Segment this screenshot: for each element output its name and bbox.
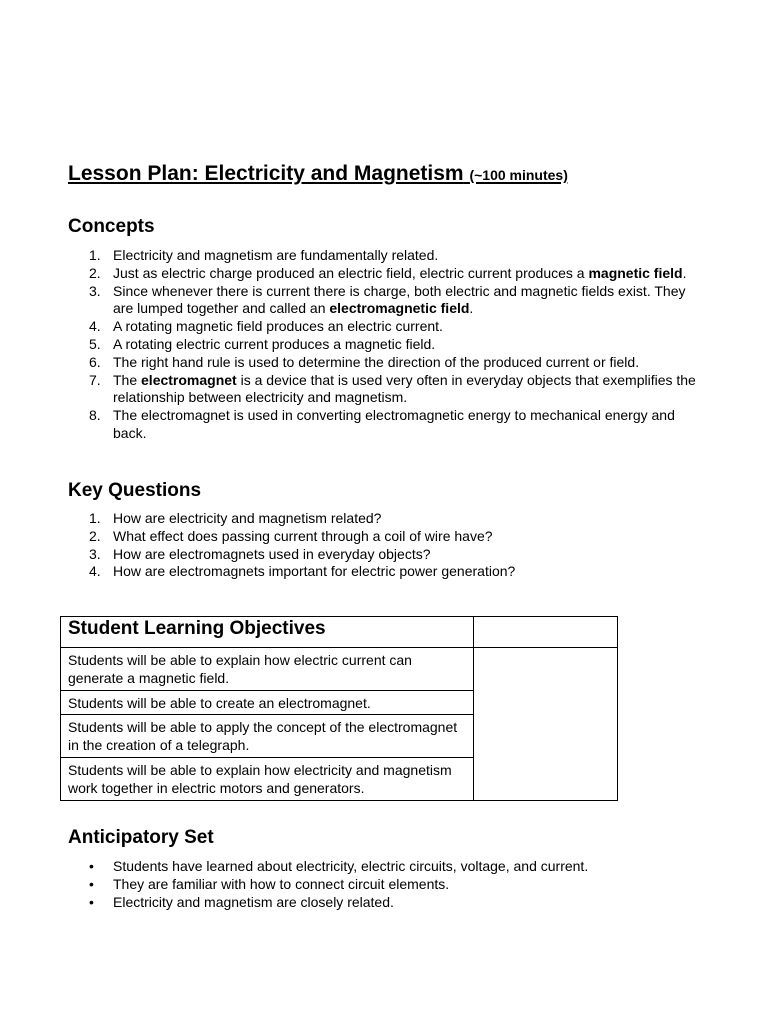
anticipatory-set-list [89,858,703,911]
objective-cell: Students will be able to apply the concept of the electromagnet in the creation of a telegraph. [61,715,474,758]
concept-item [89,407,703,443]
list-number: 1. [89,247,101,263]
objectives-header-row [61,617,618,648]
objective-cell: Students will be able to explain how electric current can generate a magnetic field. [61,648,474,691]
concept-text: A rotating electric current produces a magnetic field. [113,335,436,352]
concepts-list [89,247,703,443]
concept-text: . [469,300,474,317]
list-number: 3. [89,282,101,299]
list-number: 2. [89,264,101,281]
bullet-icon: • [89,858,94,874]
list-number: 4. [89,563,101,580]
concept-item [89,371,703,408]
objective-cell: Students will be able to explain how electricity and magnetism work together in electric motors and generators. [61,757,474,800]
list-number: 4. [89,318,101,335]
concept-text: The right hand rule is used to determine the direction of the produced current or field. [113,353,640,370]
objective-cell: Students will be able to create an electromagnet. [61,690,474,715]
bullet-icon: • [89,893,94,910]
objectives-blank-header-cell [474,617,618,648]
anticipatory-item [89,875,703,894]
concept-text: Since whenever there is current there is charge, both electric and magnetic fields exist. They are lumped together and called an [113,282,686,317]
question-item [89,510,703,528]
concept-item [89,264,703,283]
question-text: What effect does passing current through a coil of wire have? [113,527,493,544]
concepts-heading: Concepts [68,216,155,237]
concept-item [89,282,703,319]
concept-item [89,353,703,372]
title-duration: (~100 minutes) [469,167,568,183]
anticipatory-text: They are familiar with how to connect circuit elements. [113,875,450,892]
concept-item [89,318,703,336]
bullet-icon: • [89,875,94,892]
concept-text: . [682,264,687,281]
bold-term: electromagnet [141,371,237,388]
concept-text: A rotating magnetic field produces an electric current. [113,318,443,335]
title-main: Lesson Plan: Electricity and Magnetism [68,162,464,185]
list-number: 8. [89,407,101,424]
question-text: How are electromagnets important for electric power generation? [113,563,516,580]
bold-term: electromagnetic field [329,300,470,317]
concept-text: The [113,371,142,388]
concept-text: The electromagnet is used in converting electromagnetic energy to mechanical energy and back. [113,407,675,441]
concept-item [89,247,703,265]
objectives-blank-cell [474,648,618,801]
objective-row [61,648,618,691]
concept-text: Just as electric charge produced an electric field, electric current produces a [113,264,589,281]
objectives-heading: Student Learning Objectives [61,617,474,648]
list-number: 7. [89,371,101,388]
concept-text: Electricity and magnetism are fundamentally related. [113,247,439,263]
anticipatory-item [89,893,703,912]
list-number: 1. [89,510,101,526]
question-item [89,545,703,564]
anticipatory-set-heading: Anticipatory Set [68,827,214,848]
list-number: 2. [89,527,101,544]
concept-text: is a device that is used very often in everyday objects that exemplifies the relationship between electricity and magnetism. [113,371,696,406]
key-questions-list [89,510,703,581]
anticipatory-text: Students have learned about electricity, electric circuits, voltage, and current. [113,858,589,874]
concept-item [89,335,703,354]
question-text: How are electricity and magnetism related? [113,510,382,526]
question-item [89,563,703,581]
list-number: 6. [89,353,101,370]
question-text: How are electromagnets used in everyday objects? [113,545,431,562]
objectives-table [60,616,618,801]
bold-term: magnetic field [588,264,683,281]
list-number: 5. [89,335,101,352]
page-title [68,162,568,186]
key-questions-heading: Key Questions [68,480,202,501]
list-number: 3. [89,545,101,562]
question-item [89,527,703,546]
anticipatory-item [89,858,703,876]
anticipatory-text: Electricity and magnetism are closely related. [113,893,394,910]
